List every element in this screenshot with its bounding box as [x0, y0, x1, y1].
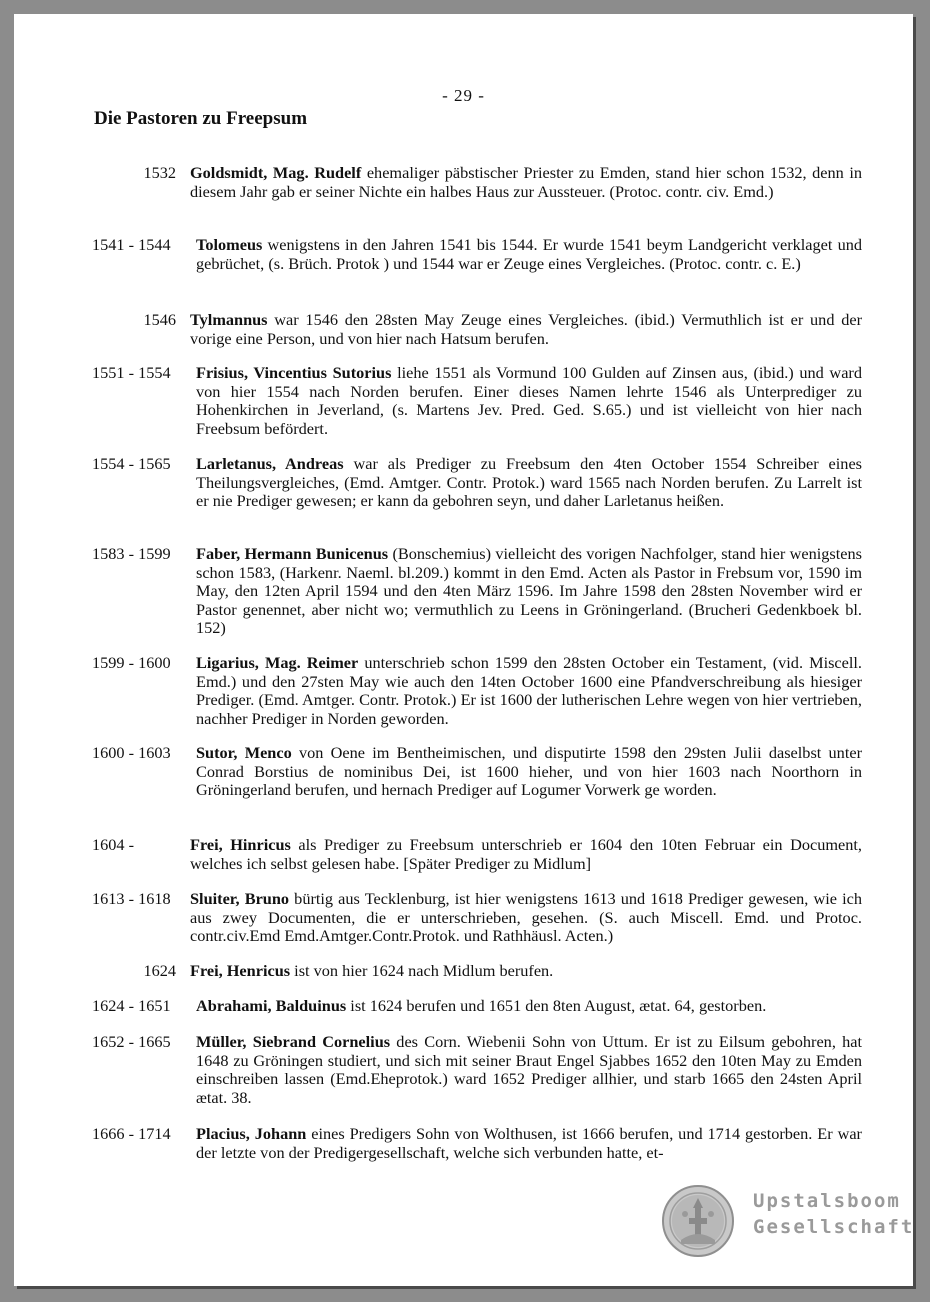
entry-text: [196, 364, 862, 438]
entry-body: unterschrieb schon 1599 den 28sten October ein Testament, (vid. Miscell. Emd.) und den 27sten May wie auch den 14ten October 1600 eine Pfandverschreibung als hiesiger Prediger. (Emd. Amtger. Contr. Protok.) Er ist 1600 der lutherischen Lehre wegen von hier vertrieben, nachher Prediger in Norden geworden.: [196, 653, 862, 728]
entry-text: [196, 545, 862, 638]
entry-name: Frei, Henricus: [190, 961, 291, 980]
entry-years: 1613 - 1618: [92, 889, 171, 908]
entry-body: liehe 1551 als Vormund 100 Gulden auf Zinsen aus, (ibid.) und ward von hier 1554 nach Norden berufen. Einer dieses Namen lehrte 1546 als Unterprediger zu Hohenkirchen in Jeverland, (s. Martens Jev. Pred. Ged. S.65.) und ist vielleicht von hier nach Freebsum befördert.: [196, 363, 862, 438]
entry-body: ehemaliger päbstischer Priester zu Emden, stand hier schon 1532, denn in diesem Jahr gab er seiner Nichte ein halbes Haus zur Aussteuer. (Protoc. contr. civ. Emd.): [190, 163, 862, 201]
entry-body: war als Prediger zu Freebsum den 4ten October 1554 Schreiber eines Theilungsvergleiches, (Emd. Amtger. Contr. Protok.) ward 1565 nach Norden berufen. Zu Larrelt ist er nie Prediger gewesen; er kann da gebohren seyn, und daher Larletanus heißen.: [196, 454, 863, 510]
entry-name: Tolomeus: [196, 235, 263, 254]
entry-name: Frei, Hinricus: [190, 835, 291, 854]
entry-text: [190, 311, 862, 348]
entry-body: ist von hier 1624 nach Midlum berufen.: [290, 961, 554, 980]
entry-years: 1541 - 1544: [92, 235, 171, 254]
entry-years: 1554 - 1565: [92, 454, 171, 473]
entry-body: von Oene im Bentheimischen, und disputirte 1598 den 29sten Julii daselbst unter Conrad Borstius de nominibus Dei, ist 1600 hieher, und von hier 1603 nach Noorthorn in Gröningerland berufen, und hernach Prediger auf Logumer Vorwerk ge worden.: [196, 743, 862, 799]
entry-name: Müller, Siebrand Cornelius: [196, 1032, 391, 1051]
entry-body: als Prediger zu Freebsum unterschrieb er 1604 den 10ten Februar ein Document, welches ich selbst gelesen habe. [Später Prediger zu Midlum]: [190, 835, 862, 873]
society-logo: [661, 1174, 921, 1274]
entry-name: Frisius, Vincentius Sutorius: [196, 363, 392, 382]
entry-text: [190, 962, 862, 981]
entry-text: [196, 744, 862, 800]
society-name: [753, 1188, 914, 1240]
entry-years: 1624: [143, 961, 176, 980]
entry-name: Ligarius, Mag. Reimer: [196, 653, 359, 672]
entry-text: [196, 455, 862, 511]
entry-body: ist 1624 berufen und 1651 den 8ten August, ætat. 64, gestorben.: [346, 996, 767, 1015]
entry-text: [190, 164, 862, 201]
entry-body: wenigstens in den Jahren 1541 bis 1544. Er wurde 1541 beym Landgericht verklaget und gebrüchet, (s. Brüch. Protok ) und 1544 war er Zeuge eines Vergleiches. (Protoc. contr. c. E.): [196, 235, 862, 273]
entry-name: Faber, Hermann Bunicenus: [196, 544, 389, 563]
entry-text: [196, 997, 862, 1016]
entry-years: 1583 - 1599: [92, 544, 171, 563]
entry-years: 1624 - 1651: [92, 996, 171, 1015]
entry-name: Tylmannus: [190, 310, 268, 329]
entry-name: Abrahami, Balduinus: [196, 996, 347, 1015]
society-line-1: Upstalsboom: [753, 1190, 901, 1212]
entry-years: 1652 - 1665: [92, 1032, 171, 1051]
entry-body: bürtig aus Tecklenburg, ist hier wenigstens 1613 und 1618 Prediger gewesen, wie ich aus zwey Documenten, die er unterschrieben, gesehen. (S. auch Miscell. Emd. und Protoc. contr.civ.Emd Emd.Amtger.Contr.Protok. und Rathhäusl. Acten.): [190, 889, 862, 945]
entry-text: [196, 1125, 862, 1162]
entry-name: Sluiter, Bruno: [190, 889, 290, 908]
entry-years: 1546: [143, 310, 176, 329]
document-page: [14, 14, 913, 1286]
entry-text: [196, 236, 862, 273]
entry-body: eines Predigers Sohn von Wolthusen, ist 1666 berufen, und 1714 gestorben. Er war der letzte von der Predigergesellschaft, welche sich verbunden hatte, et-: [196, 1124, 862, 1162]
page-title: Die Pastoren zu Freepsum: [94, 108, 308, 129]
entry-name: Larletanus, Andreas: [196, 454, 344, 473]
entry-text: [190, 836, 862, 873]
entry-years: 1600 - 1603: [92, 743, 171, 762]
entry-body: (Bonschemius) vielleicht des vorigen Nachfolger, stand hier wenigstens schon 1583, (Harkenr. Naeml. bl.209.) kommt in den Emd. Acten als Pastor in Frebsum vor, 1590 im May, den 12ten April 1594 und den 4ten März 1596. Im Jahre 1598 den 28sten November wird er Pastor genennet, aber nicht wo; vermuthlich zu Leens in Gröningerland. (Brucheri Gedenkboek bl. 152): [196, 544, 862, 637]
entry-name: Sutor, Menco: [196, 743, 292, 762]
seal-icon: [661, 1184, 735, 1258]
entry-years: 1666 - 1714: [92, 1124, 171, 1143]
entry-years: 1551 - 1554: [92, 363, 171, 382]
entry-name: Goldsmidt, Mag. Rudelf: [190, 163, 362, 182]
page-number: - 29 -: [442, 86, 485, 105]
entry-text: [190, 890, 862, 946]
society-line-2: Gesellschaft: [753, 1216, 915, 1238]
entry-body: des Corn. Wiebenii Sohn von Uttum. Er ist zu Eilsum gebohren, hat 1648 zu Gröningen studiert, und sich mit seiner Braut Engel Sjabbes 1652 den 10ten May zu Emden einschreiben lassen (Emd.Eheprotok.) ward 1652 Prediger allhier, und starb 1665 den 24sten April ætat. 38.: [196, 1032, 862, 1107]
entry-years: 1599 - 1600: [92, 653, 171, 672]
entry-years: 1532: [143, 163, 176, 182]
entry-text: [196, 1033, 862, 1107]
entry-name: Placius, Johann: [196, 1124, 307, 1143]
entry-text: [196, 654, 862, 728]
entry-body: war 1546 den 28sten May Zeuge eines Vergleiches. (ibid.) Vermuthlich ist er und der vorige eine Person, und von hier nach Hatsum berufen.: [190, 310, 862, 348]
entry-years: 1604 -: [92, 835, 135, 854]
pastor-list: [14, 14, 913, 1286]
